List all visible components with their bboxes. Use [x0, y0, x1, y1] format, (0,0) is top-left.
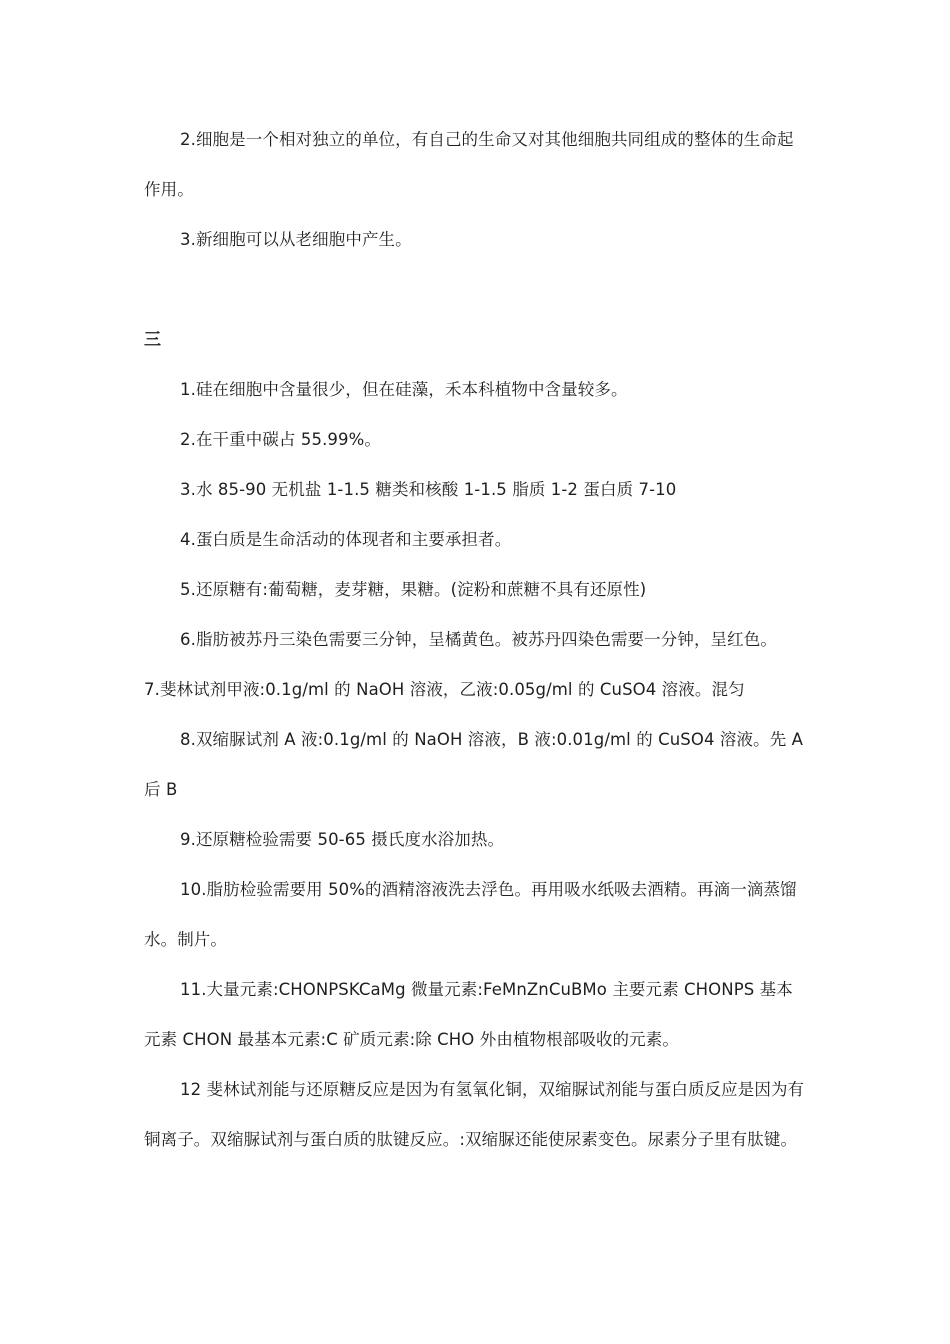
paragraph-3-4: 4.蛋白质是生命活动的体现者和主要承担者。	[180, 530, 512, 549]
paragraph-3-2: 2.在干重中碳占 55.99%。	[180, 430, 382, 449]
section-gap	[144, 265, 808, 315]
document-body	[144, 115, 808, 1165]
paragraph-3-9: 9.还原糖检验需要 50-65 摄氏度水浴加热。	[180, 830, 505, 849]
paragraph-3-6: 6.脂肪被苏丹三染色需要三分钟，呈橘黄色。被苏丹四染色需要一分钟，呈红色。	[180, 630, 777, 649]
paragraph-3-5: 5.还原糖有:葡萄糖，麦芽糖，果糖。(淀粉和蔗糖不具有还原性)	[180, 580, 647, 599]
section-heading-3: 三	[144, 330, 162, 350]
paragraph-3-12: 12 斐林试剂能与还原糖反应是因为有氢氧化铜，双缩脲试剂能与蛋白质反应是因为有铜离子。双缩脲试剂与蛋白质的肽键反应。:双缩脲还能使尿素变色。尿素分子里有肽键。	[144, 1080, 805, 1149]
paragraph-3-11: 11.大量元素:CHONPSKCaMg 微量元素:FeMnZnCuBMo 主要元素 CHONPS 基本元素 CHON 最基本元素:C 矿质元素:除 CHO 外由植物根部吸收的元素。	[144, 980, 793, 1049]
paragraph-3-8: 8.双缩脲试剂 A 液:0.1g/ml 的 NaOH 溶液，B 液:0.01g/ml 的 CuSO4 溶液。先 A 后 B	[144, 730, 804, 799]
paragraph-2-3: 3.新细胞可以从老细胞中产生。	[180, 230, 412, 249]
paragraph-3-3: 3.水 85-90 无机盐 1-1.5 糖类和核酸 1-1.5 脂质 1-2 蛋白质 7-10	[180, 480, 677, 499]
paragraph-3-10: 10.脂肪检验需要用 50%的酒精溶液洗去浮色。再用吸水纸吸去酒精。再滴一滴蒸馏水。制片。	[144, 880, 797, 949]
paragraph-3-7: 7.斐林试剂甲液:0.1g/ml 的 NaOH 溶液，乙液:0.05g/ml 的 CuSO4 溶液。混匀	[144, 680, 745, 699]
paragraph-2-2: 2.细胞是一个相对独立的单位，有自己的生命又对其他细胞共同组成的整体的生命起作用。	[144, 130, 794, 199]
paragraph-3-1: 1.硅在细胞中含量很少，但在硅藻，禾本科植物中含量较多。	[180, 380, 628, 399]
